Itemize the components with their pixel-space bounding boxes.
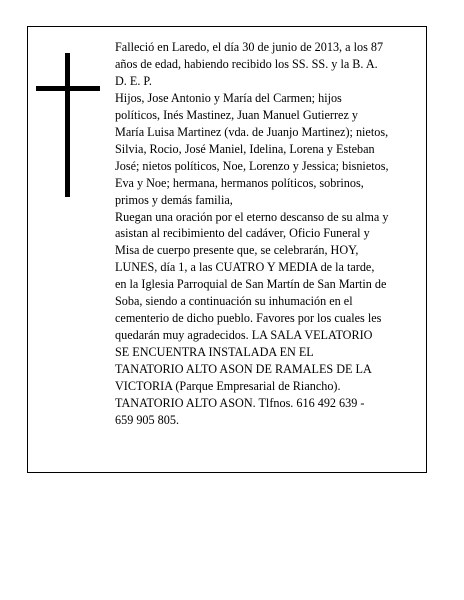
notice-line: José; nietos políticos, Noe, Lorenzo y Jessica; bisnietos, [115,158,389,173]
notice-line: años de edad, habiendo recibido los SS. SS. y la B. A. [115,56,378,71]
notice-line: María Luisa Martinez (vda. de Juanjo Martinez); nietos, [115,124,389,139]
notice-line: cementerio de dicho pueblo. Favores por los cuales les [115,311,382,326]
cross-icon [36,53,100,197]
notice-line: SE ENCUENTRA INSTALADA EN EL [115,345,314,360]
cross-horizontal-bar [36,86,100,91]
notice-line: Misa de cuerpo presente que, se celebrarán, HOY, [115,243,359,258]
notice-line: Soba, siendo a continuación su inhumación en el [115,294,353,309]
notice-line: en la Iglesia Parroquial de San Martín de San Martin de [115,277,387,292]
notice-line: primos y demás familia, [115,192,233,207]
cross-vertical-bar [65,53,70,197]
notice-line: 659 905 805. [115,412,179,427]
notice-line: TANATORIO ALTO ASON. Tlfnos. 616 492 639 - [115,396,365,411]
notice-line: LUNES, día 1, a las CUATRO Y MEDIA de la tarde, [115,260,375,275]
notice-line: Silvia, Rocio, José Maniel, Idelina, Lorena y Esteban [115,141,375,156]
notice-line: Hijos, Jose Antonio y María del Carmen; hijos [115,90,342,105]
obituary-text [115,39,425,429]
notice-line: VICTORIA (Parque Empresarial de Riancho). [115,379,341,394]
notice-line: asistan al recibimiento del cadáver, Oficio Funeral y [115,226,370,241]
notice-line: Eva y Noe; hermana, hermanos políticos, sobrinos, [115,175,364,190]
notice-line: quedarán muy agradecidos. LA SALA VELATORIO [115,328,373,343]
notice-line: Falleció en Laredo, el día 30 de junio de 2013, a los 87 [115,40,384,54]
notice-line: Ruegan una oración por el eterno descanso de su alma y [115,209,389,224]
notice-line: políticos, Inés Mastinez, Juan Manuel Gutierrez y [115,107,359,122]
notice-line: D. E. P. [115,73,152,88]
notice-line: TANATORIO ALTO ASON DE RAMALES DE LA [115,362,372,377]
